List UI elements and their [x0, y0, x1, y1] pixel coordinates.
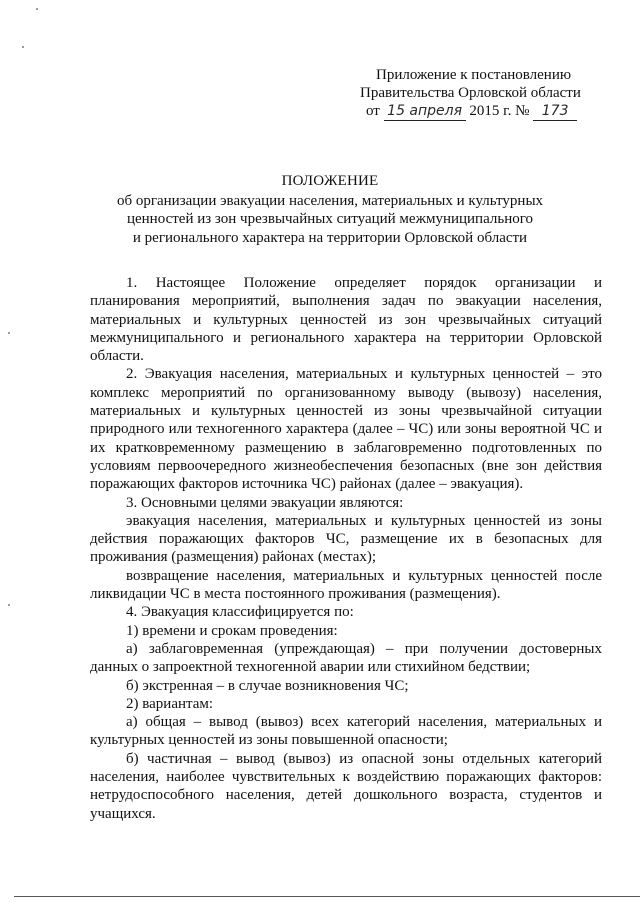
handwritten-number: 173 — [533, 102, 577, 121]
paragraph: 2. Эвакуация населения, материальных и культурных ценностей – это комплекс мероприятий по организованному выводу (вывозу) населения, материальных и культурных ценностей из зоны чрезвычайной ситуации природного или техногенного характера (далее – ЧС) или зоны вероятной ЧС и их кратковременному размещению в заблаговременно подготовленных по условиям первоочередного жизнеобеспечения безопасных (вне зон действия поражающих факторов источника ЧС) районах (далее – эвакуация). — [90, 366, 602, 493]
document-subtitle-line: ценностей из зон чрезвычайных ситуаций межмуниципального — [126, 211, 534, 227]
paragraph: 1) времени и срокам проведения: — [126, 622, 338, 639]
header-line-2: Правительства Орловской области — [360, 85, 581, 101]
document-subtitle-line: об организации эвакуации населения, материальных и культурных — [116, 192, 544, 209]
paragraph: 2) вариантам: — [126, 695, 214, 712]
document-body — [90, 274, 602, 823]
scan-speck — [8, 332, 10, 334]
paragraph: 4. Эвакуация классифицируется по: — [126, 604, 354, 621]
paragraph: а) общая – вывод (вывоз) всех категорий населения, материальных и культурных ценностей из зоны повышенной опасности; — [90, 714, 602, 749]
header-prefix: от — [366, 103, 380, 119]
scan-speck — [8, 604, 10, 606]
document-subtitle-line: и регионального характера на территории Орловской области — [132, 229, 528, 246]
paragraph: 3. Основными целями эвакуации являются: — [126, 494, 404, 511]
page-bottom-edge — [14, 896, 640, 897]
document-title-block — [90, 172, 570, 247]
paragraph: а) заблаговременная (упреждающая) – при получении достоверных данных о запроектной техногенной аварии или стихийном бедствии; — [90, 640, 602, 676]
header-year: 2015 г. № — [469, 103, 530, 119]
document-title: ПОЛОЖЕНИЕ — [281, 173, 379, 189]
paragraph: 1. Настоящее Положение определяет порядок организации и планирования мероприятий, выполнения задач по эвакуации населения, материальных и культурных ценностей из зон чрезвычайных ситуаций межмуниципального и регионального характера на территории Орловской области. — [90, 275, 602, 365]
scan-speck — [36, 8, 38, 10]
paragraph: б) частичная – вывод (вывоз) из опасной зоны отдельных категорий населения, наиболее чувствительных к воздействию поражающих факторов: нетрудоспособного населения, детей дошкольного возраста, студентов и учащихся. — [90, 750, 602, 822]
paragraph: возвращение населения, материальных и культурных ценностей после ликвидации ЧС в места постоянного проживания (размещения). — [90, 567, 602, 603]
paragraph: эвакуация населения, материальных и культурных ценностей из зоны действия поражающих факторов ЧС, размещение их в безопасных для проживания (размещения) районах (местах); — [90, 512, 602, 566]
handwritten-date: 15 апреля — [384, 102, 466, 121]
header-date-line — [346, 102, 626, 121]
document-header — [346, 66, 626, 121]
paragraph: б) экстренная – в случае возникновения ЧС; — [126, 677, 409, 694]
scan-speck — [22, 46, 24, 48]
header-line-1: Приложение к постановлению — [376, 67, 572, 83]
